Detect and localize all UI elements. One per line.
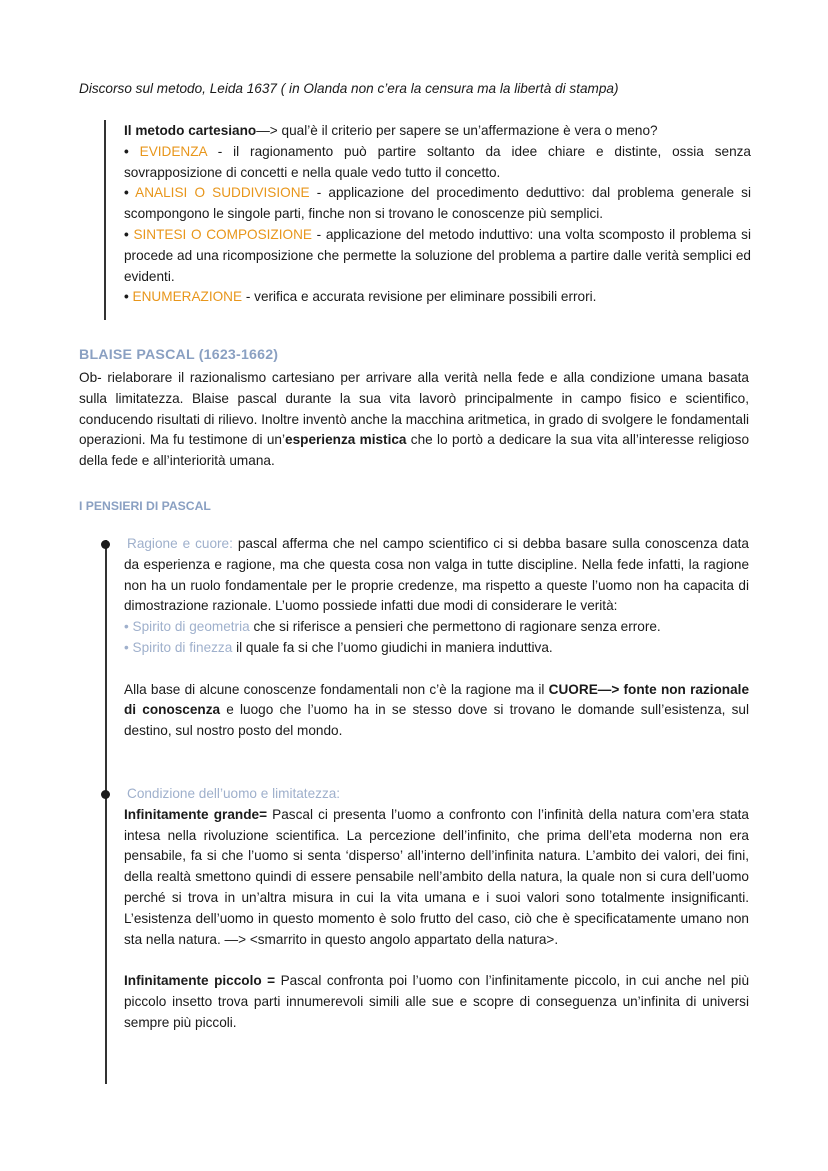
timeline-dot — [101, 540, 110, 549]
timeline-dot — [101, 790, 110, 799]
rule-name: ENUMERAZIONE — [132, 289, 243, 305]
rule-name: EVIDENZA — [139, 143, 207, 159]
piccolo-paragraph: Infinitamente piccolo = Pascal confronta poi l’uomo con l’infinitamente piccolo, in cui anche nel più piccolo insetto trova parti innumerevoli simili alle sue e scopre di conseguenza un’infinita di universi sempre più piccoli. — [124, 973, 749, 1030]
condizione-section — [124, 784, 749, 1034]
timeline-line — [105, 540, 107, 1084]
rule-item: • ANALISI O SUDDIVISIONE - applicazione del procedimento deduttivo: dal problema generale si scompongono le singole parti, finche non si trovano le conoscenze più semplici. — [124, 185, 751, 222]
spirito-item: • Spirito di geometria che si riferisce a pensieri che permettono di ragionare senza errore. — [124, 619, 661, 635]
rule-name: ANALISI O SUDDIVISIONE — [135, 185, 310, 201]
rule-name: SINTESI O COMPOSIZIONE — [133, 226, 312, 242]
rule-item: • SINTESI O COMPOSIZIONE - applicazione del metodo induttivo: una volta scomposto il problema si procede ad una ricomposizione che permette la soluzione del problema a partire dalle verità semplici ed evidenti. — [124, 226, 751, 284]
rule-item: • EVIDENZA - il ragionamento può partire soltanto da idee chiare e distinte, ossia senza sovrapposizione di concetti e nella quale vedo tutto il concetto. — [124, 143, 751, 180]
intro-line: Discorso sul metodo, Leida 1637 ( in Olanda non c’era la censura ma la libertà di stampa) — [79, 81, 619, 96]
metodo-heading-line: Il metodo cartesiano—> qual’è il criterio per sapere se un’affermazione è vera o meno? — [124, 123, 658, 138]
rule-item: • ENUMERAZIONE - verifica e accurata revisione per eliminare possibili errori. — [124, 289, 597, 305]
ragione-label: Ragione e cuore: — [127, 536, 233, 551]
ragione-cuore-section: Ragione e cuore: pascal afferma che nel campo scientifico ci si debba basare sulla conoscenza data da esperienza e ragione, ma che questa cosa non valga in tutte discipline. Nella fede infatti, la ragione non ha un ruolo fondamentale per le proprie credenze, ma rispetto a queste l’uomo non ha capacita di dimostrazione razionale. L’uomo possiede infatti due modi di considerare le verità: • Spirito di geometria che si riferisce a pensieri che permettono di ragionare senza errore. • Spirito di finezza il quale fa si che l’uomo giudichi in maniera induttiva. Alla base di alcune conoscenze fondamentali non c’è la ragione ma il CUORE—> fonte non razionale di conoscenza e luogo che l’uomo ha in se stesso dove si trovano le domande sull’esistenza, sul destino, sul nostro posto del mondo. — [124, 534, 749, 742]
cuore-paragraph: Alla base di alcune conoscenze fondamentali non c’è la ragione ma il CUORE—> fonte non razionale di conoscenza e luogo che l’uomo ha in se stesso dove si trovano le domande sull’esistenza, sul destino, sul nostro posto del mondo. — [124, 681, 750, 739]
spirito-label: Spirito di geometria — [132, 619, 250, 635]
pensieri-title: I PENSIERI DI PASCAL — [79, 499, 211, 513]
spirito-label: Spirito di finezza — [132, 639, 233, 655]
metodo-heading: Il metodo cartesiano — [124, 123, 257, 138]
pascal-paragraph: Ob- rielaborare il razionalismo cartesiano per arrivare alla verità nella fede e alla condizione umana basata sulla limitatezza. Blaise pascal durante la sua vita lavorò principalmente in campo fisico e scientifico, conducendo risultati di rilievo. Inoltre inventò anche la macchina aritmetica, in grado di svolgere le fondamentali operazioni. Ma fu testimone di un’esperienza mistica che lo portò a dedicare la sua vita all’interesse religioso della fede e all’interiorità umana. — [79, 370, 750, 469]
grande-paragraph: Infinitamente grande= Pascal ci presenta l’uomo a confronto con l’infinità della natura com’era stata intesa nella rivoluzione scientifica. La percezione dell’infinito, che prima dell’eta moderna non era pensabile, fa si che l’uomo si senta ‘disperso’ all’interno dell’infinita natura. L’ambito dei valori, dei fini, della realtà smettono quindi di essere pensabile nell’ambito della natura, la quale non si cura dell’uomo perché si trova in un’altra misura in cui la vita umana e i suoi valori sono totalmente insignificanti. L’esistenza dell’uomo in questo momento è solo frutto del caso, ciò che è specificatamente umano non sta nella natura. —> <smarrito in questo angolo appartato della natura>. — [124, 806, 749, 947]
spirito-item: • Spirito di finezza il quale fa si che l’uomo giudichi in maniera induttiva. — [124, 639, 553, 655]
pascal-title: BLAISE PASCAL (1623-1662) — [79, 347, 279, 363]
metodo-section — [124, 121, 751, 308]
condizione-label: Condizione dell’uomo e limitatezza: — [127, 786, 341, 801]
